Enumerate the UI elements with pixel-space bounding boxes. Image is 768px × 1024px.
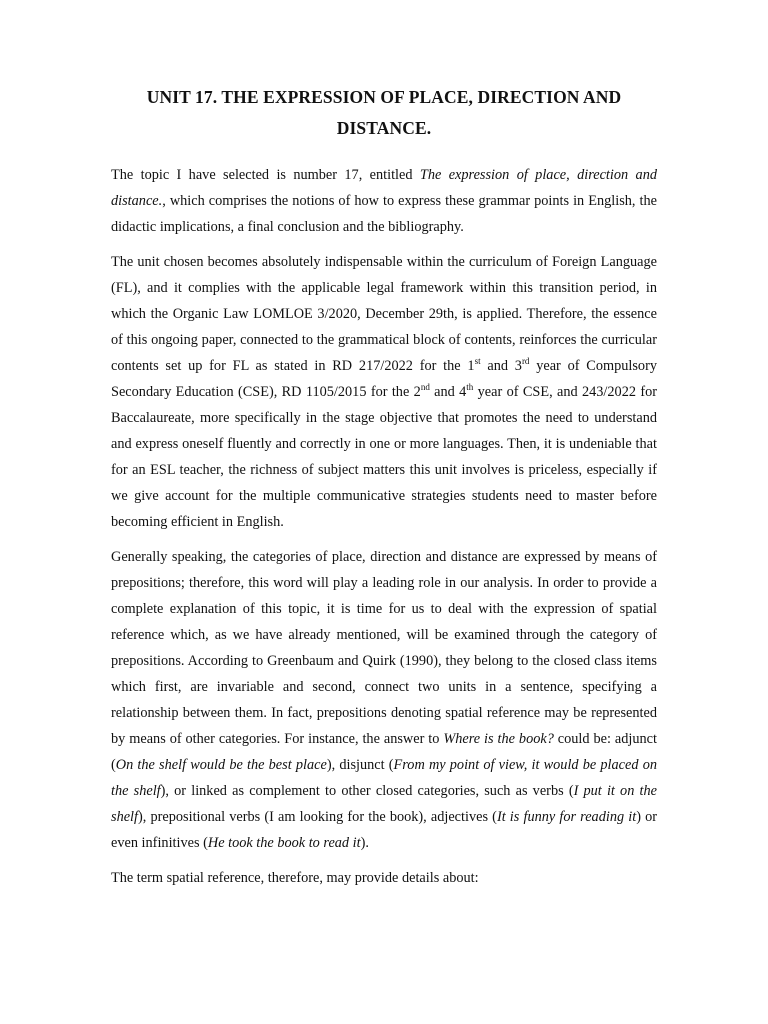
text-run: The unit chosen becomes absolutely indispensable within the curriculum of Foreign Language (FL), and it complies with the applicable legal framework within this transition period, in which the Organic Law LOMLOE 3/2020, December 29th, is applied. Therefore, the essence of this ongoing paper, connected to the grammatical block of contents, reinforces the curricular contents set up for FL as stated in RD 217/2022 for the 1 bbox=[111, 254, 657, 374]
italic-example: On the shelf would be the best place bbox=[115, 757, 327, 773]
text-run: ) or even infinitives ( bbox=[111, 809, 658, 851]
italic-title-run: The expression of place, direction and distance. bbox=[111, 167, 657, 209]
paragraph-spatial-reference: The term spatial reference, therefore, may provide details about: bbox=[111, 870, 479, 886]
italic-example: He took the book to read it bbox=[207, 835, 361, 851]
text-run: year of CSE, and 243/2022 for Baccalaureate, more specifically in the stage objective that promotes the need to understand and express oneself fluently and correctly in one or more languages. Then, it is undeniable that for an ESL teacher, the richness of subject matters this unit involves is priceless, especially if we give account for the multiple communicative strategies students need to master before becoming efficient in English. bbox=[111, 384, 657, 530]
text-run: ). bbox=[360, 835, 369, 851]
italic-example: I put it on the shelf bbox=[111, 783, 657, 825]
text-run: and 4 bbox=[429, 384, 467, 400]
paragraph-curriculum bbox=[111, 249, 657, 535]
text-run: ), prepositional verbs (I am looking for the book), adjectives ( bbox=[138, 809, 497, 825]
ordinal-suffix: th bbox=[466, 382, 474, 393]
paragraph-topic bbox=[111, 162, 657, 240]
document-title: UNIT 17. THE EXPRESSION OF PLACE, DIRECTION AND DISTANCE. bbox=[146, 87, 622, 138]
italic-example: It is funny for reading it bbox=[496, 809, 637, 825]
text-run: ), disjunct ( bbox=[326, 757, 394, 773]
ordinal-suffix: st bbox=[474, 356, 481, 367]
italic-example: From my point of view, it would be placed on the shelf bbox=[111, 757, 657, 799]
ordinal-suffix: nd bbox=[420, 382, 430, 393]
text-run: year of Compulsory Secondary Education (CSE), RD 1105/2015 for the 2 bbox=[111, 358, 657, 400]
italic-example: Where is the book? bbox=[443, 731, 554, 747]
text-run: Generally speaking, the categories of place, direction and distance are expressed by means of prepositions; therefore, this word will play a leading role in our analysis. In order to provide a complete explanation of this topic, it is time for us to deal with the expression of spatial reference which, as we have already mentioned, will be examined through the category of prepositions. According to Greenbaum and Quirk (1990), they belong to the closed class items which first, are invariable and second, connect two units in a sentence, specifying a relationship between them. In fact, prepositions denoting spatial reference may be represented by means of other categories. For instance, the answer to bbox=[111, 549, 657, 747]
text-run: could be: adjunct ( bbox=[111, 731, 657, 773]
text-run: and 3 bbox=[480, 358, 522, 374]
text-run: The topic I have selected is number 17, entitled bbox=[111, 167, 420, 183]
text-run: ), or linked as complement to other closed categories, such as verbs ( bbox=[160, 783, 574, 799]
paragraph-prepositions bbox=[111, 544, 657, 856]
ordinal-suffix: rd bbox=[521, 356, 530, 367]
text-run: , which comprises the notions of how to express these grammar points in English, the didactic implications, a final conclusion and the bibliography. bbox=[111, 193, 657, 235]
